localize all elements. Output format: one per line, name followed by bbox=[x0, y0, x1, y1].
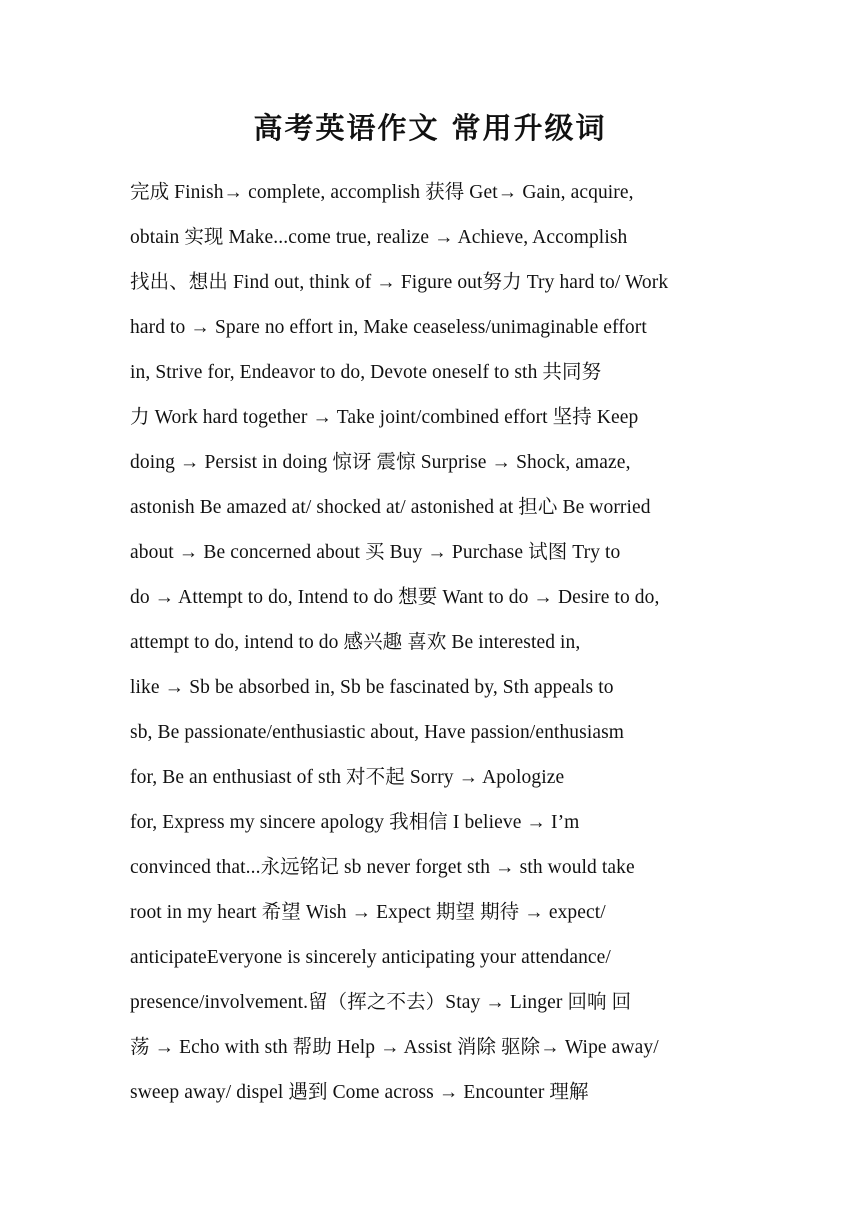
text-line: in, Strive for, Endeavor to do, Devote oneself to sth 共同努 bbox=[130, 362, 602, 383]
text-line: attempt to do, intend to do 感兴趣 喜欢 Be interested in, bbox=[130, 632, 581, 653]
text-line: sweep away/ dispel 遇到 Come across → Encounter 理解 bbox=[130, 1082, 589, 1103]
text-line: doing → Persist in doing 惊讶 震惊 Surprise → Shock, amaze, bbox=[130, 452, 631, 473]
text-line: 完成 Finish→ complete, accomplish 获得 Get→ Gain, acquire, bbox=[130, 182, 634, 203]
text-line: about → Be concerned about 买 Buy → Purchase 试图 Try to bbox=[130, 542, 621, 563]
text-line: 力 Work hard together → Take joint/combined effort 坚持 Keep bbox=[130, 407, 639, 428]
text-line: for, Express my sincere apology 我相信 I believe → I’m bbox=[130, 812, 580, 833]
text-line: convinced that...永远铭记 sb never forget sth → sth would take bbox=[130, 857, 635, 878]
text-line: for, Be an enthusiast of sth 对不起 Sorry → Apologize bbox=[130, 767, 565, 788]
document-title: 高考英语作文 常用升级词 bbox=[253, 111, 607, 145]
text-line: presence/involvement.留（挥之不去）Stay → Linger 回响 回 bbox=[130, 992, 632, 1013]
text-line: hard to → Spare no effort in, Make ceaseless/unimaginable effort bbox=[130, 317, 647, 338]
text-line: 找出、想出 Find out, think of → Figure out努力 Try hard to/ Work bbox=[130, 272, 669, 293]
text-line: 荡 → Echo with sth 帮助 Help → Assist 消除 驱除→ Wipe away/ bbox=[130, 1037, 659, 1058]
text-line: root in my heart 希望 Wish → Expect 期望 期待 → expect/ bbox=[130, 902, 606, 923]
text-line: anticipateEveryone is sincerely anticipating your attendance/ bbox=[130, 947, 611, 968]
text-line: like → Sb be absorbed in, Sb be fascinated by, Sth appeals to bbox=[130, 677, 614, 698]
text-line: sb, Be passionate/enthusiastic about, Have passion/enthusiasm bbox=[130, 722, 625, 743]
text-line: do → Attempt to do, Intend to do 想要 Want to do → Desire to do, bbox=[130, 587, 660, 608]
text-line: astonish Be amazed at/ shocked at/ astonished at 担心 Be worried bbox=[130, 497, 651, 518]
text-line: obtain 实现 Make...come true, realize → Achieve, Accomplish bbox=[130, 227, 628, 248]
